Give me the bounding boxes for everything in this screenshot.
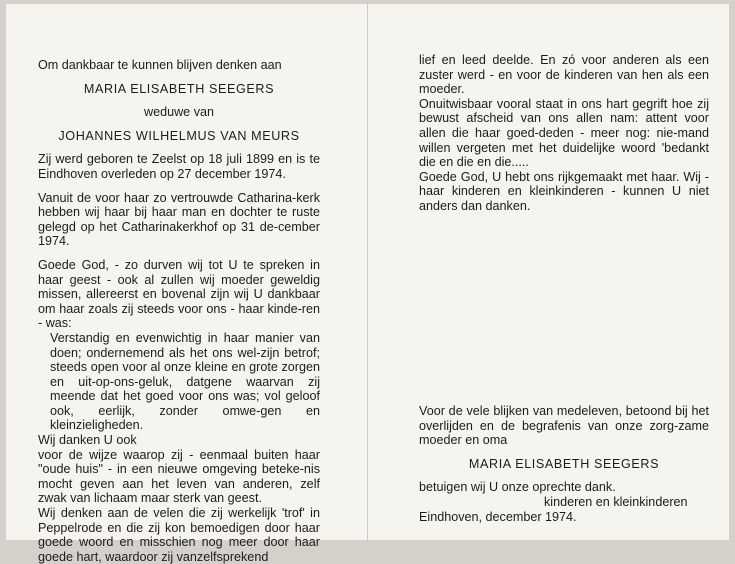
widow-of-line: weduwe van xyxy=(143,105,214,120)
birth-death-paragraph: Zij werd geboren te Zeelst op 18 juli 1899 en is te Eindhoven overleden op 27 december 1974. xyxy=(38,152,320,181)
oude-huis-paragraph: voor de wijze waarop zij - eenmaal buiten haar "oude huis" - in een nieuwe omgeving beteke-nis mocht geven aan het leven van anderen, zelf zwak van lichaam maar sterk van geest. xyxy=(38,447,320,506)
closing-prayer-paragraph: Goede God, U hebt ons rijkgemaakt met haar. Wij - haar kinderen en kleinkinderen - kunnen U niet anders dan danken. xyxy=(419,169,709,213)
thank-you-name: MARIA ELISABETH SEEGERS xyxy=(468,456,660,471)
thanks-line: Wij danken U ook xyxy=(38,433,137,448)
thank-you-section xyxy=(419,404,709,524)
burial-paragraph: Vanuit de voor haar zo vertrouwde Catharina-kerk hebben wij haar bij haar man en dochter te ruste gelegd op het Catharinakerkhof op 31 de-cember 1974. xyxy=(38,190,320,249)
sincere-thanks-line: betuigen wij U onze oprechte dank. xyxy=(419,480,616,495)
continuation-paragraph: lief en leed deelde. En zó voor anderen als een zuster werd - en voor de kinderen van hen als een moeder. xyxy=(419,53,709,97)
husband-name: JOHANNES WILHELMUS VAN MEURS xyxy=(58,128,300,143)
prayer-paragraph: Goede God, - zo durven wij tot U te spreken in haar geest - ook al zullen wij moeder geweldig missen, allereerst en bovenal zijn wij U dankbaar om haar zoals zij steeds voor ons - haar kinde-ren - was: xyxy=(38,257,320,331)
left-page xyxy=(38,58,320,564)
card-fold xyxy=(367,4,368,540)
signed-family-line: kinderen en kleinkinderen xyxy=(544,494,688,509)
tribute-paragraph: Voor de vele blijken van medeleven, betoond bij het overlijden en de begrafenis van onze zorg-zame moeder en oma xyxy=(419,404,709,448)
deceased-name: MARIA ELISABETH SEEGERS xyxy=(83,81,275,96)
intro-line: Om dankbaar te kunnen blijven denken aan xyxy=(38,58,282,72)
right-page xyxy=(419,53,709,214)
memory-paragraph: Onuitwisbaar vooral staat in ons hart gegrift hoe zij bewust afscheid van ons allen nam: attent voor allen die haar goed-deden - meer nog: nie-mand willen vergeten met het duidelijke woord 'bedankt die en die en die..... xyxy=(419,96,709,170)
peppelrode-paragraph: Wij denken aan de velen die zij werkelijk 'trof' in Peppelrode en die zij kon bemoedigen door haar goede woord en misschien nog meer door haar goede hart, waardoor zij vanzelfsprekend xyxy=(38,506,320,564)
place-date-line: Eindhoven, december 1974. xyxy=(419,509,577,524)
qualities-paragraph: Verstandig en evenwichtig in haar manier van doen; ondernemend als het ons wel-zijn betrof; steeds open voor al onze kleine en grote zorgen en uit-op-ons-geluk, datgene waarvan zij meende dat het goed voor ons was; vol geloof ook, eerlijk, zonder omwe-gen en kleinzieligheden. xyxy=(50,330,320,433)
